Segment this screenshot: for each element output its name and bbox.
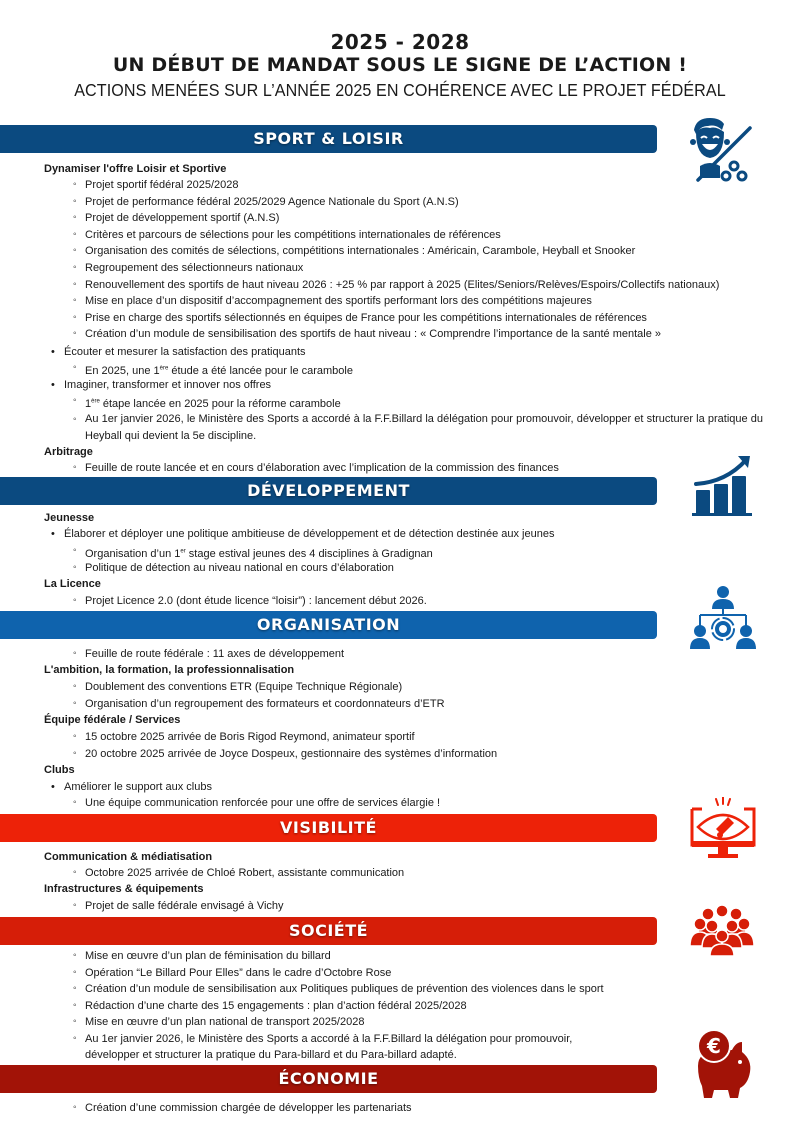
list-item: ◦ Regroupement des sélectionneurs nationaux bbox=[73, 261, 303, 275]
list-item: ◦ Création d’un module de sensibilisation aux Politiques publiques de prévention des violences dans le sport bbox=[73, 982, 604, 996]
billiard-player-icon bbox=[686, 116, 756, 184]
list-item: ◦ Politique de détection au niveau national en cours d’élaboration bbox=[73, 561, 394, 575]
heading-communication: Communication & médiatisation bbox=[44, 851, 213, 863]
list-item: ◦ Feuille de route lancée et en cours d’élaboration avec l’implication de la commission des finances bbox=[73, 461, 559, 475]
list-item: ◦ Une équipe communication renforcée pour une offre de services élargie ! bbox=[73, 796, 440, 810]
list-item: • Écouter et mesurer la satisfaction des pratiquants bbox=[52, 345, 306, 359]
list-item: ◦ Octobre 2025 arrivée de Chloé Robert, assistante communication bbox=[73, 866, 404, 880]
list-item: ◦ En 2025, une 1ère étude a été lancée pour le carambole bbox=[73, 361, 353, 378]
list-item: ◦ Mise en œuvre d’un plan de féminisation du billard bbox=[73, 949, 331, 963]
crowd-icon bbox=[690, 904, 754, 956]
heading-dynamiser: Dynamiser l'offre Loisir et Sportive bbox=[44, 163, 227, 175]
list-item: ◦ Au 1er janvier 2026, le Ministère des Sports a accordé à la F.F.Billard la délégation pour promouvoir, développer et structurer la pratique du Heyball qui devient la 5e discipline. bbox=[73, 411, 763, 445]
list-item: ◦ Au 1er janvier 2026, le Ministère des Sports a accordé à la F.F.Billard la délégation pour promouvoir, bbox=[73, 1032, 572, 1046]
list-item: ◦ Projet de salle fédérale envisagé à Vichy bbox=[73, 899, 284, 913]
heading-clubs: Clubs bbox=[44, 764, 75, 776]
banner-developpement: DÉVELOPPEMENT bbox=[0, 477, 657, 505]
list-item: ◦ Projet Licence 2.0 (dont étude licence “loisir”) : lancement début 2026. bbox=[73, 594, 427, 608]
list-item: • Améliorer le support aux clubs bbox=[52, 780, 212, 794]
list-item: ◦ Prise en charge des sportifs sélectionnés en équipes de France pour les compétitions internationales de références bbox=[73, 311, 647, 325]
banner-organisation: ORGANISATION bbox=[0, 611, 657, 639]
list-item: • Imaginer, transformer et innover nos offres bbox=[52, 378, 271, 392]
list-item: ◦ Opération “Le Billard Pour Elles” dans le cadre d’Octobre Rose bbox=[73, 966, 391, 980]
list-item: ◦ Projet de performance fédéral 2025/2029 Agence Nationale du Sport (A.N.S) bbox=[73, 195, 459, 209]
list-item: ◦ Création d’un module de sensibilisation des sportifs de haut niveau : « Comprendre l’importance de la santé mentale » bbox=[73, 327, 661, 341]
list-item: ◦ Organisation des comités de sélections, compétitions internationales : Américain, Carambole, Heyball et Snooker bbox=[73, 244, 635, 258]
list-item: ◦ Critères et parcours de sélections pour les compétitions internationales de références bbox=[73, 228, 501, 242]
header-years: 2025 - 2028 bbox=[330, 30, 470, 54]
heading-licence: La Licence bbox=[44, 578, 101, 590]
list-item: ◦ Mise en œuvre d’un plan national de transport 2025/2028 bbox=[73, 1015, 364, 1029]
team-organization-icon bbox=[690, 585, 756, 649]
banner-societe: SOCIÉTÉ bbox=[0, 917, 657, 945]
list-item: ◦ Organisation d’un 1er stage estival jeunes des 4 disciplines à Gradignan bbox=[73, 544, 433, 561]
heading-ambition: L'ambition, la formation, la professionnalisation bbox=[44, 664, 295, 676]
list-item: ◦ Projet sportif fédéral 2025/2028 bbox=[73, 178, 239, 192]
list-item: ◦ Création d’une commission chargée de développer les partenariats bbox=[73, 1101, 412, 1115]
banner-economie: ÉCONOMIE bbox=[0, 1065, 657, 1093]
growth-chart-icon bbox=[692, 452, 756, 518]
list-item-continued: développer et structurer la pratique du Para-billard et du Para-billard adapté. bbox=[85, 1049, 457, 1061]
heading-jeunesse: Jeunesse bbox=[44, 512, 95, 524]
list-item: • Élaborer et déployer une politique ambitieuse de développement et de détection destinée aux jeunes bbox=[52, 527, 554, 541]
svg-text:€: € bbox=[707, 1034, 721, 1058]
list-item: ◦ Projet de développement sportif (A.N.S) bbox=[73, 211, 279, 225]
banner-visibilite: VISIBILITÉ bbox=[0, 814, 657, 842]
list-item: ◦ Feuille de route fédérale : 11 axes de développement bbox=[73, 647, 344, 661]
heading-equipe-federale: Équipe fédérale / Services bbox=[44, 714, 181, 726]
list-item: ◦ Organisation d’un regroupement des formateurs et coordonnateurs d’ETR bbox=[73, 697, 445, 711]
monitor-megaphone-icon bbox=[690, 797, 756, 861]
list-item: ◦ 20 octobre 2025 arrivée de Joyce Dospeux, gestionnaire des systèmes d’information bbox=[73, 747, 497, 761]
heading-infrastructures: Infrastructures & équipements bbox=[44, 883, 204, 895]
piggy-bank-euro-icon bbox=[692, 1028, 756, 1100]
list-item: ◦ Doublement des conventions ETR (Equipe Technique Régionale) bbox=[73, 680, 402, 694]
page-title: UN DÉBUT DE MANDAT SOUS LE SIGNE DE L’ACTION ! bbox=[112, 54, 688, 76]
page-subtitle: ACTIONS MENÉES SUR L’ANNÉE 2025 EN COHÉRENCE AVEC LE PROJET FÉDÉRAL bbox=[74, 80, 726, 100]
list-item: ◦ Renouvellement des sportifs de haut niveau 2026 : +25 % par rapport à 2025 (Elites/Seniors/Relèves/Espoirs/Collectifs nationaux) bbox=[73, 278, 719, 292]
list-item: ◦ Mise en place d’un dispositif d’accompagnement des sportifs performant lors des compétitions majeures bbox=[73, 294, 592, 308]
list-item: ◦ Rédaction d’une charte des 15 engagements : plan d’action fédéral 2025/2028 bbox=[73, 999, 467, 1013]
list-item: ◦ 15 octobre 2025 arrivée de Boris Rigod Reymond, animateur sportif bbox=[73, 730, 415, 744]
list-item: ◦ 1ère étape lancée en 2025 pour la réforme carambole bbox=[73, 394, 341, 411]
banner-sport-loisir: SPORT & LOISIR bbox=[0, 125, 657, 153]
heading-arbitrage: Arbitrage bbox=[44, 446, 93, 458]
